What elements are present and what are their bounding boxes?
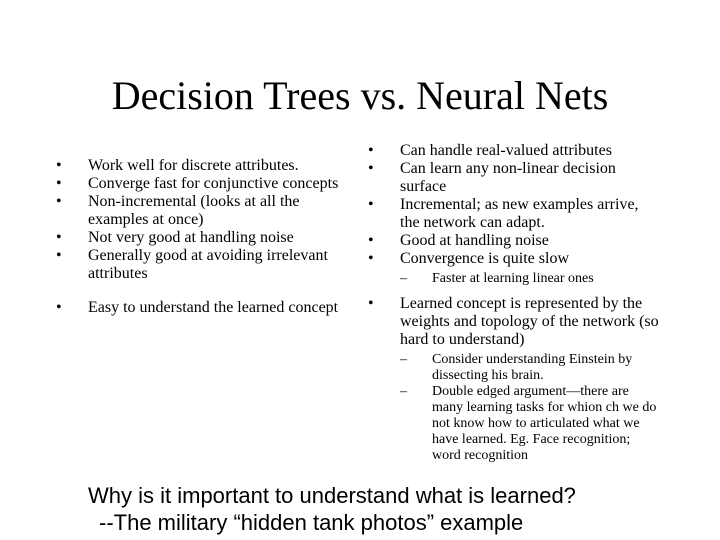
list-item: • Non-incremental (looks at all the examples at once) xyxy=(88,193,350,229)
list-item-with-subitems xyxy=(400,250,662,287)
footer-line-2: --The military “hidden tank photos” example xyxy=(99,510,524,535)
footer-line-1: Why is it important to understand what is learned? xyxy=(88,483,576,508)
neural-nets-list xyxy=(400,142,662,464)
neural-nets-column xyxy=(400,142,662,468)
list-item: • Can learn any non-linear decision surface xyxy=(400,160,662,196)
list-item: • Generally good at avoiding irrelevant attributes xyxy=(88,247,350,283)
list-item: • Converge fast for conjunctive concepts xyxy=(88,175,350,193)
list-item: • Not very good at handling noise xyxy=(88,229,350,247)
sub-list xyxy=(400,352,662,464)
list-item: • Learned concept is represented by the weights and topology of the network (so hard to understand) xyxy=(400,295,662,349)
list-item: • Convergence is quite slow xyxy=(400,250,662,268)
decision-trees-list xyxy=(88,157,350,317)
sub-list-item: – Consider understanding Einstein by dissecting his brain. xyxy=(400,352,662,384)
list-item: • Work well for discrete attributes. xyxy=(88,157,350,175)
sub-list-item: – Double edged argument—there are many learning tasks for whion ch we do not know how to articulated what we have learned. Eg. Face recognition; word recognition xyxy=(400,384,662,464)
list-item: • Incremental; as new examples arrive, the network can adapt. xyxy=(400,196,662,232)
slide-title: Decision Trees vs. Neural Nets xyxy=(111,73,609,118)
sub-list-item: – Faster at learning linear ones xyxy=(400,271,662,287)
list-item: • Easy to understand the learned concept xyxy=(88,299,350,317)
footer-question xyxy=(88,482,688,536)
sub-list xyxy=(400,271,662,287)
list-item: • Good at handling noise xyxy=(400,232,662,250)
decision-trees-column xyxy=(88,157,350,317)
list-item-with-subitems xyxy=(400,295,662,464)
list-item: • Can handle real-valued attributes xyxy=(400,142,662,160)
